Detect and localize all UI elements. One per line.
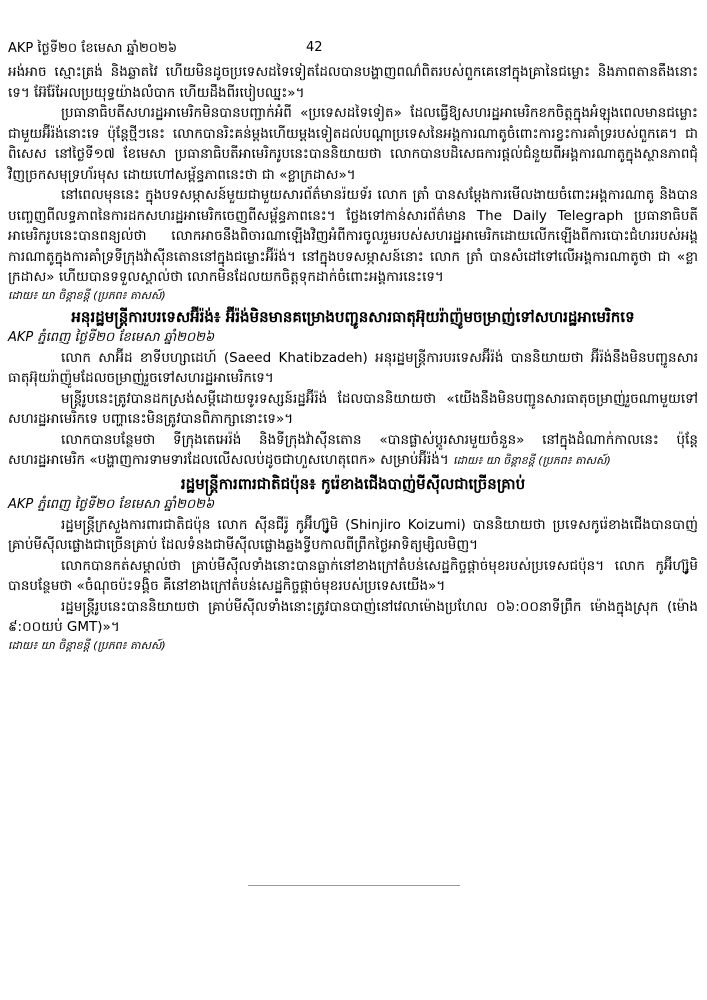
- article-iran-uranium: [8, 306, 698, 471]
- article-2-paragraph-3: រដ្ឋមន្ត្រីរូបនេះបាននិយាយថា គ្រាប់មីស៊ីលទាំងនោះត្រូវបានបាញ់នៅវេលាម៉ោងប្រហែល ០៦:០០នាទីព្រឹក ម៉ោងក្នុងស្រុក (ម៉ោង ៩:០០យប់ GMT)»។: [8, 598, 698, 635]
- page-content: [8, 62, 698, 654]
- article-2-credit: ដោយ៖ យា ចិន្តាខន្តី (ប្រភព៖ តាសស៍): [8, 638, 166, 652]
- article-north-korea-missiles: [8, 473, 698, 654]
- article-1-credit: ដោយ៖ យា ចិន្តាខន្តី (ប្រភព៖ តាសស៍): [453, 454, 611, 467]
- intro-paragraph-1: អង់អាច ស្មោះត្រង់ និងឆ្លាតវៃ ហើយមិនដូចប្រទេសដទៃទៀតដែលបានបង្ហាញពណ៌ពិតរបស់ពួកគេនៅក្នុងគ្រានៃជម្លោះ និងភាពតានតឹងនោះទេ។ អ៊ែរ៉ែអែលប្រយុទ្ធយ៉ាងលំបាក ហើយដឹងពីរបៀបឈ្នះ»។: [8, 64, 698, 101]
- intro-paragraph-2: ប្រធានាធិបតីសហរដ្ឋអាមេរិកមិនបានបញ្ជាក់អំពី «ប្រទេសដទៃទៀត» ដែលធ្វើឱ្យសហរដ្ឋអាមេរិកខកចិត្តក្នុងអំឡុងពេលមានជម្លោះជាមួយអ៊ីរ៉ង់នោះទេ ប៉ុន្តែថ្មីៗនេះ លោកបានរិះគន់ម្តងហើយម្តងទៀតដល់បណ្តាប្រទេសនៃអង្គការណាតូចំពោះការខ្វះការគាំទ្ររបស់ពួកគេ។ ជាពិសេស នៅថ្ងៃទី១៧ ខែមេសា ប្រធានាធិបតីអាមេរិករូបនេះបាននិយាយថា លោកបានបដិសេធការផ្តល់ជំនួយពីអង្គការណាតូក្នុងស្ថានភាពជុំវិញច្រកសមុទ្រហ័រមុស ដោយហៅសម្ព័ន្ធភាពនេះថា ជា «ខ្លាក្រដាស»។: [8, 105, 698, 183]
- article-1-dateline: AKP ភ្នំពេញ ថ្ងៃទី២០ ខែមេសា ឆ្នាំ២០២៦: [8, 329, 215, 345]
- header-date: AKP ថ្ងៃទី២០ ខែមេសា ឆ្នាំ២០២៦: [8, 41, 178, 56]
- article-2-headline: រដ្ឋមន្ត្រីការពារជាតិជប៉ុន៖ កូរ៉េខាងជើងបាញ់មីស៊ីលជាច្រើនគ្រាប់: [180, 474, 526, 493]
- intro-paragraph-3: នៅពេលមុននេះ ក្នុងបទសម្ភាសន៍មួយជាមួយសារព័ត៌មានរ៉យទ័រ លោក ត្រាំ បានសម្តែងការមើលងាយចំពោះអង្គការណាតូ និងបានបញ្ចេញពីលទ្ធភាពនៃការដកសហរដ្ឋអាមេរិកចេញពីសម្ព័ន្ធភាពនេះ។ ថ្លែងទៅកាន់សារព័ត៌មាន The Daily Telegraph ប្រធានាធិបតីអាមេរិករូបនេះបានពន្យល់ថា លោកអាចនឹងពិចារណាឡើងវិញអំពីការចូលរួមរបស់សហរដ្ឋអាមេរិកដោយលើកឡើងពីការបោះជំហររបស់អង្គការណាតូក្នុងការគាំទ្រទីក្រុងវ៉ាស៊ីនតោននៅក្នុងជម្លោះអ៊ីរ៉ង់។ នៅក្នុងបទសម្ភាសន៍នោះ លោក ត្រាំ បានសំដៅទៅលើអង្គការណាតូថា ជា «ខ្លាក្រដាស» ហើយបានទទួលស្គាល់ថា លោកមិនដែលយកចិត្តទុកដាក់ចំពោះអង្គការនេះទេ។: [8, 187, 698, 285]
- article-1-paragraph-1: លោក សាអ៊ីដ ខាទីបហ្សាដេហ៍ (Saeed Khatibzadeh) អនុរដ្ឋមន្ត្រីការបរទេសអ៊ីរ៉ង់ បាននិយាយថា អ៊ីរ៉ង់នឹងមិនបញ្ជូនសារធាតុអ៊ុយរ៉ាញ៉ូមដែលចម្រាញ់រួចទៅសហរដ្ឋអាមេរិកទេ។: [8, 349, 698, 386]
- intro-section: [8, 62, 698, 304]
- footer-divider: [248, 885, 460, 886]
- article-1-paragraph-3-text: លោកបានបន្ថែមថា ទីក្រុងតេអេរ៉ង់ និងទីក្រុងវ៉ាស៊ីនតោន «បានផ្លាស់ប្តូរសារមួយចំនួន» នៅក្នុងដំណាក់កាលនេះ ប៉ុន្តែសហរដ្ឋអាមេរិក «បង្ហាញការទាមទារដែលលើសលប់ដូចជាហួសហេតុពេក» សម្រាប់អ៊ីរ៉ង់។: [8, 431, 698, 468]
- article-1-paragraph-2: មន្ត្រីរូបនេះត្រូវបានដកស្រង់សម្តីដោយទូរទស្សន៍រដ្ឋអ៊ីរ៉ង់ ដែលបាននិយាយថា «យើងនឹងមិនបញ្ជូនសារធាតុចម្រាញ់រួចណាមួយទៅសហរដ្ឋអាមេរិកទេ បញ្ហានេះមិនត្រូវបានពិភាក្សានោះទេ»។: [8, 390, 698, 427]
- article-2-paragraph-1: រដ្ឋមន្ត្រីក្រសួងការពារជាតិជប៉ុន លោក ស៊ីនជីរ៉ូ កូអ៊ីហ្ស៊ូមិ (Shinjiro Koizumi) បាននិយាយថា ប្រទេសកូរ៉េខាងជើងបានបាញ់គ្រាប់មីស៊ីលផ្លោងជាច្រើនគ្រាប់ ដែលទំនងជាមីស៊ីលផ្លោងឆ្លងទ្វីបកាលពីព្រឹកថ្ងៃអាទិត្យម្សិលមិញ។: [8, 516, 698, 553]
- intro-credit: ដោយ៖ យា ចិន្តាខន្តី (ប្រភព៖ តាសស៍): [8, 288, 166, 302]
- article-2-paragraph-2: លោកបានកត់សម្គាល់ថា គ្រាប់មីស៊ីលទាំងនោះបានធ្លាក់នៅខាងក្រៅតំបន់សេដ្ឋកិច្ចផ្តាច់មុខរបស់ប្រទេសជប៉ុន។ លោក កូអ៊ីហ្ស៊ូមិ បានបន្ថែមថា «ចំណុចប៉ះទង្គិច គឺនៅខាងក្រៅតំបន់សេដ្ឋកិច្ចផ្តាច់មុខរបស់ប្រទេសយើង»។: [8, 557, 698, 594]
- article-1-headline: អនុរដ្ឋមន្ត្រីការបរទេសអ៊ីរ៉ង់៖ អ៊ីរ៉ង់មិនមានគម្រោងបញ្ជូនសារធាតុអ៊ុយរ៉ាញ៉ូមចម្រាញ់ទៅសហរដ្ឋអាមេរិកទេ: [71, 307, 635, 326]
- page-number: 42: [306, 40, 323, 55]
- article-1-paragraph-3: [8, 430, 698, 471]
- article-2-dateline: AKP ភ្នំពេញ ថ្ងៃទី២០ ខែមេសា ឆ្នាំ២០២៦: [8, 496, 215, 512]
- page-header: [8, 40, 698, 60]
